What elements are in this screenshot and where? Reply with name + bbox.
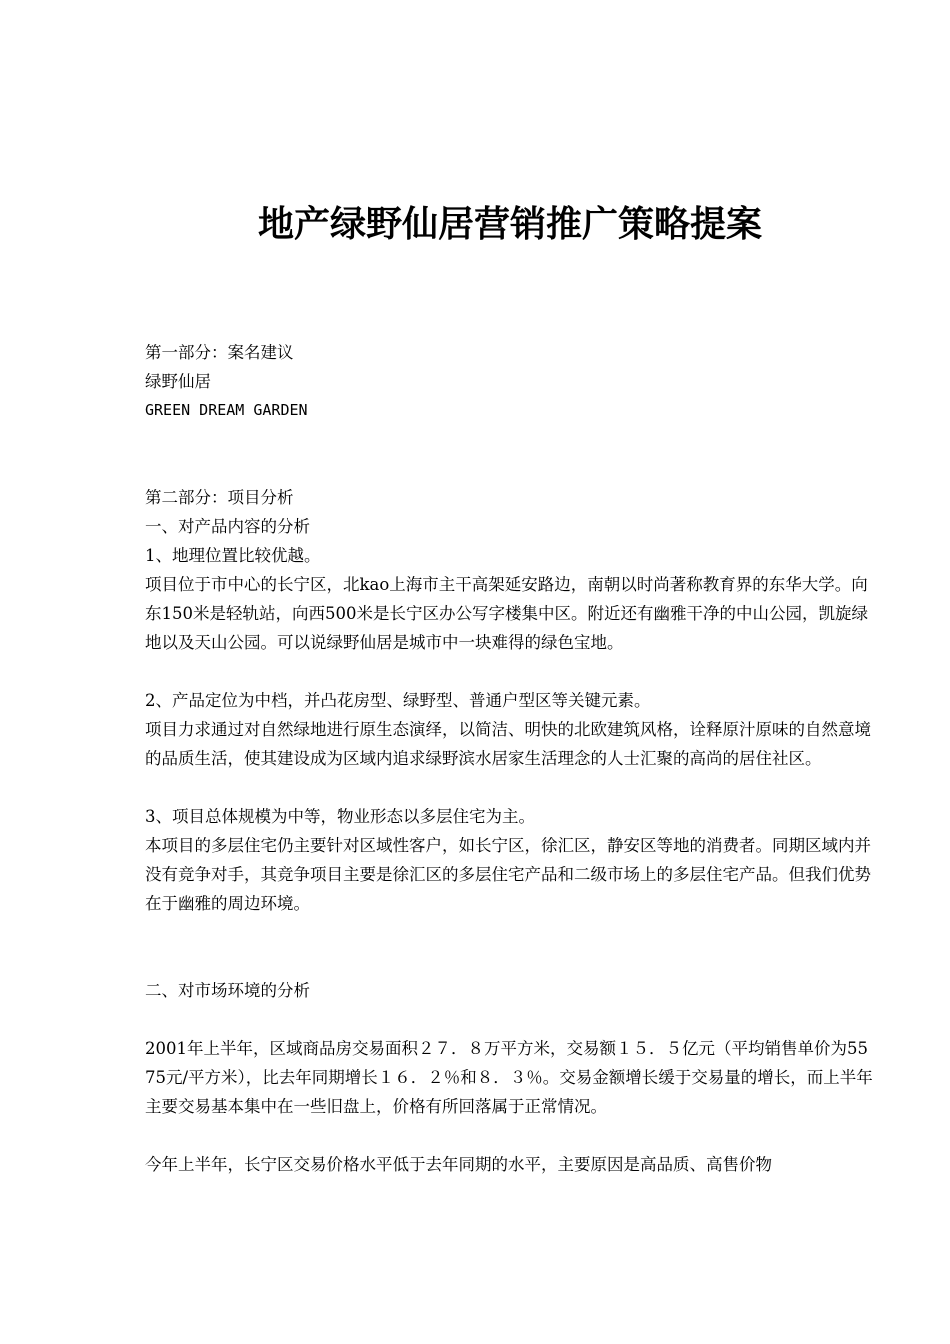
item3-paragraph: 本项目的多层住宅仍主要针对区域性客户，如长宁区，徐汇区，静安区等地的消费者。同期区域内并没有竞争对手，其竞争项目主要是徐汇区的多层住宅产品和二级市场上的多层住宅产品。但我们优势在于幽雅的周边环境。 bbox=[145, 836, 871, 913]
item1-heading: 1、地理位置比较优越。 bbox=[145, 546, 321, 565]
item2-heading: 2、产品定位为中档，并凸花房型、绿野型、普通户型区等关键元素。 bbox=[145, 691, 651, 710]
section2-heading: 二、对市场环境的分析 bbox=[145, 981, 310, 1000]
item3-heading: 3、项目总体规模为中等，物业形态以多层住宅为主。 bbox=[145, 807, 535, 826]
spacer bbox=[145, 657, 875, 686]
item2-paragraph: 项目力求通过对自然绿地进行原生态演绎，以简洁、明快的北欧建筑风格，诠释原汁原味的自然意境的品质生活，使其建设成为区域内追求绿野滨水居家生活理念的人士汇聚的高尚的居住社区。 bbox=[145, 720, 871, 768]
spacer bbox=[145, 773, 875, 802]
item1-paragraph: 项目位于市中心的长宁区，北kao上海市主干高架延安路边，南朝以时尚著称教育界的东华大学。向东150米是轻轨站，向西500米是长宁区办公写字楼集中区。附近还有幽雅干净的中山公园，凯旋绿地以及天山公园。可以说绿野仙居是城市中一块难得的绿色宝地。 bbox=[145, 575, 868, 652]
part1-heading: 第一部分：案名建议 bbox=[145, 343, 294, 362]
section1-heading: 一、对产品内容的分析 bbox=[145, 517, 310, 536]
spacer bbox=[145, 1005, 875, 1034]
project-name-en: GREEN DREAM GARDEN bbox=[145, 401, 308, 419]
spacer bbox=[145, 425, 875, 483]
project-name-cn: 绿野仙居 bbox=[145, 372, 211, 391]
document-body bbox=[145, 338, 875, 1179]
document-title: 地产绿野仙居营销推广策略提案 bbox=[257, 203, 762, 245]
spacer bbox=[145, 918, 875, 976]
market-paragraph-2: 今年上半年，长宁区交易价格水平低于去年同期的水平，主要原因是高品质、高售价物 bbox=[145, 1155, 772, 1174]
part2-heading: 第二部分：项目分析 bbox=[145, 488, 294, 507]
market-paragraph-1: 2001年上半年，区域商品房交易面积２７．８万平方米，交易额１５．５亿元（平均销售单价为5575元/平方米），比去年同期增长１６．２％和８．３％。交易金额增长缓于交易量的增长，而上半年主要交易基本集中在一些旧盘上，价格有所回落属于正常情况。 bbox=[145, 1039, 873, 1116]
spacer bbox=[145, 1121, 875, 1150]
